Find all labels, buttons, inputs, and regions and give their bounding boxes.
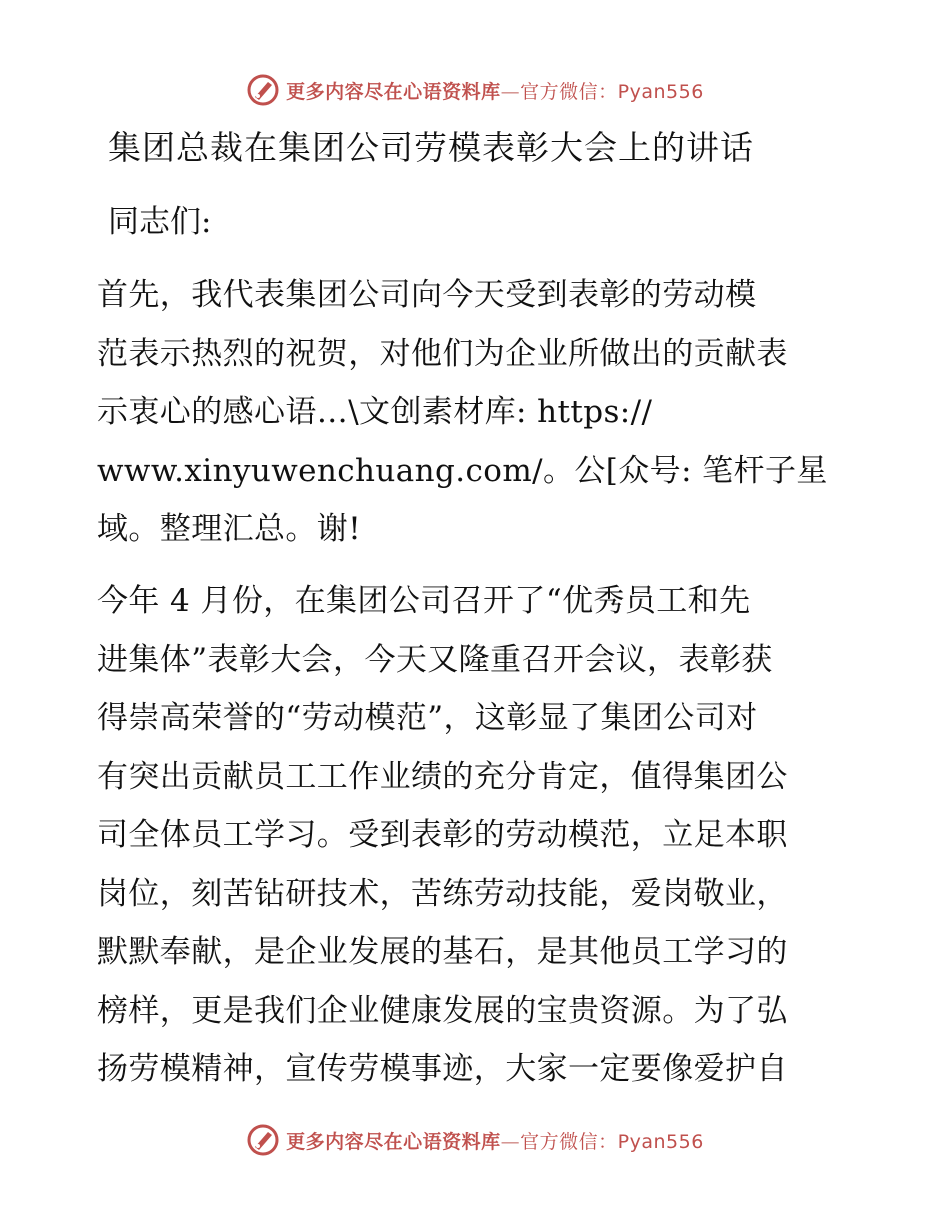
footer-watermark-banner — [0, 1120, 950, 1160]
pen-logo-icon — [246, 1123, 280, 1157]
document-title: 集团总裁在集团公司劳模表彰大会上的讲话 — [108, 128, 754, 167]
paragraph-line: www.xinyuwenchuang.com/。公[众号: 笔杆子星 — [97, 452, 828, 489]
paragraph-line: 域。整理汇总。谢! — [97, 511, 362, 547]
paragraph-1 — [97, 266, 857, 559]
paragraph-line: 首先，我代表集团公司向今天受到表彰的劳动模 — [97, 277, 757, 313]
paragraph-line: 今年 4 月份，在集团公司召开了“优秀员工和先 — [97, 583, 751, 619]
watermark-text: 更多内容尽在心语资料库—官方微信：Pyan556 — [286, 80, 704, 103]
paragraph-line: 得崇高荣誉的“劳动模范”，这彰显了集团公司对 — [97, 700, 758, 736]
paragraph-line: 有突出贡献员工工作业绩的充分肯定，值得集团公 — [97, 758, 788, 795]
paragraph-2 — [97, 572, 857, 1099]
paragraph-line: 扬劳模精神，宣传劳模事迹，大家一定要像爱护自 — [97, 1051, 788, 1087]
paragraph-line: 榜样，更是我们企业健康发展的宝贵资源。为了弘 — [97, 992, 788, 1029]
salutation: 同志们: — [108, 204, 212, 240]
watermark-text: 更多内容尽在心语资料库—官方微信：Pyan556 — [286, 1130, 704, 1153]
paragraph-line: 默默奉献，是企业发展的基石，是其他员工学习的 — [97, 934, 788, 970]
header-watermark-banner — [0, 70, 950, 110]
paragraph-line: 范表示热烈的祝贺，对他们为企业所做出的贡献表 — [97, 335, 788, 372]
paragraph-line: 岗位，刻苦钻研技术，苦练劳动技能，爱岗敬业， — [97, 875, 788, 912]
paragraph-line: 司全体员工学习。受到表彰的劳动模范，立足本职 — [97, 817, 788, 853]
pen-logo-icon — [246, 73, 280, 107]
paragraph-line: 示衷心的感心语…\文创素材库: https:// — [97, 394, 653, 430]
paragraph-line: 进集体”表彰大会，今天又隆重召开会议，表彰获 — [97, 641, 773, 678]
